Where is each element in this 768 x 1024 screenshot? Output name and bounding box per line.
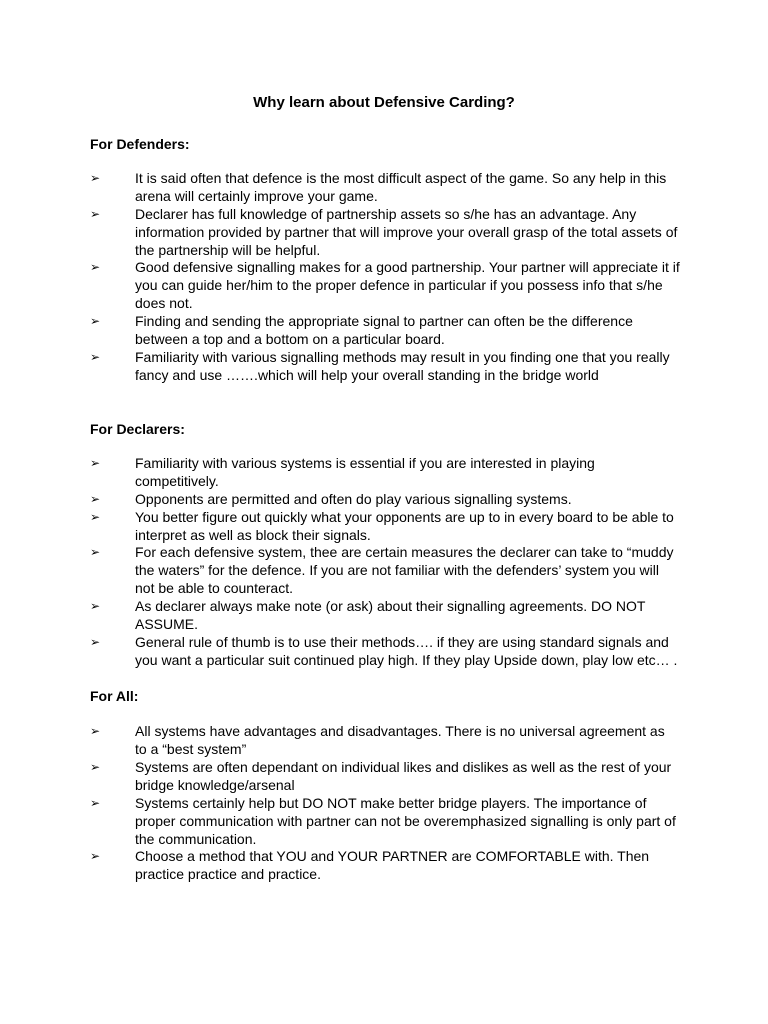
section-heading-declarers: For Declarers:: [90, 421, 185, 437]
list-item-text: Systems certainly help but DO NOT make better bridge players. The importance of proper communication with partner can not be overemphasized signalling is only part of the communication.: [135, 795, 676, 847]
list-item-text: General rule of thumb is to use their methods…. if they are using standard signals and you want a particular suit continued play high. If they play Upside down, play low etc… .: [135, 634, 678, 668]
arrow-bullet-icon: ➢: [90, 724, 101, 738]
arrow-bullet-icon: ➢: [90, 510, 101, 524]
list-item-text: For each defensive system, thee are certain measures the declarer can take to “muddy the waters” for the defence. If you are not familiar with the defenders’ system you will not be able to counteract.: [135, 544, 674, 596]
arrow-bullet-icon: ➢: [90, 599, 101, 613]
list-item-text: Systems are often dependant on individual likes and dislikes as well as the rest of your bridge knowledge/arsenal: [135, 759, 672, 793]
arrow-bullet-icon: ➢: [90, 849, 101, 863]
arrow-bullet-icon: ➢: [90, 635, 101, 649]
arrow-bullet-icon: ➢: [90, 796, 101, 810]
arrow-bullet-icon: ➢: [90, 350, 101, 364]
arrow-bullet-icon: ➢: [90, 492, 101, 506]
arrow-bullet-icon: ➢: [90, 207, 101, 221]
section-heading-all: For All:: [90, 688, 139, 704]
list-item-text: Familiarity with various systems is essential if you are interested in playing competitively.: [135, 455, 595, 489]
arrow-bullet-icon: ➢: [90, 760, 101, 774]
arrow-bullet-icon: ➢: [90, 260, 101, 274]
arrow-bullet-icon: ➢: [90, 545, 101, 559]
list-item-text: Choose a method that YOU and YOUR PARTNER are COMFORTABLE with. Then practice practice and practice.: [135, 848, 650, 882]
section-heading-defenders: For Defenders:: [90, 136, 190, 152]
arrow-bullet-icon: ➢: [90, 171, 101, 185]
list-item-text: Good defensive signalling makes for a good partnership. Your partner will appreciate it if you can guide her/him to the proper defence in particular if you possess info that s/he does not.: [135, 259, 680, 311]
list-item-text: Declarer has full knowledge of partnership assets so s/he has an advantage. Any information provided by partner that will improve your overall grasp of the total assets of the partnership will be helpful.: [135, 206, 678, 258]
list-item-text: Familiarity with various signalling methods may result in you finding one that you really fancy and use …….which will help your overall standing in the bridge world: [135, 349, 670, 383]
arrow-bullet-icon: ➢: [90, 456, 101, 470]
list-item-text: It is said often that defence is the most difficult aspect of the game. So any help in this arena will certainly improve your game.: [135, 170, 667, 204]
list-item-text: Finding and sending the appropriate signal to partner can often be the difference between a top and a bottom on a particular board.: [135, 313, 633, 347]
list-item-text: You better figure out quickly what your opponents are up to in every board to be able to interpret as well as block their signals.: [135, 509, 674, 543]
list-item-text: All systems have advantages and disadvantages. There is no universal agreement as to a “best system”: [135, 723, 665, 757]
list-item-text: Opponents are permitted and often do play various signalling systems.: [135, 491, 572, 507]
arrow-bullet-icon: ➢: [90, 314, 101, 328]
list-item-text: As declarer always make note (or ask) about their signalling agreements. DO NOT ASSUME.: [135, 598, 646, 632]
page-title: Why learn about Defensive Carding?: [253, 94, 515, 111]
